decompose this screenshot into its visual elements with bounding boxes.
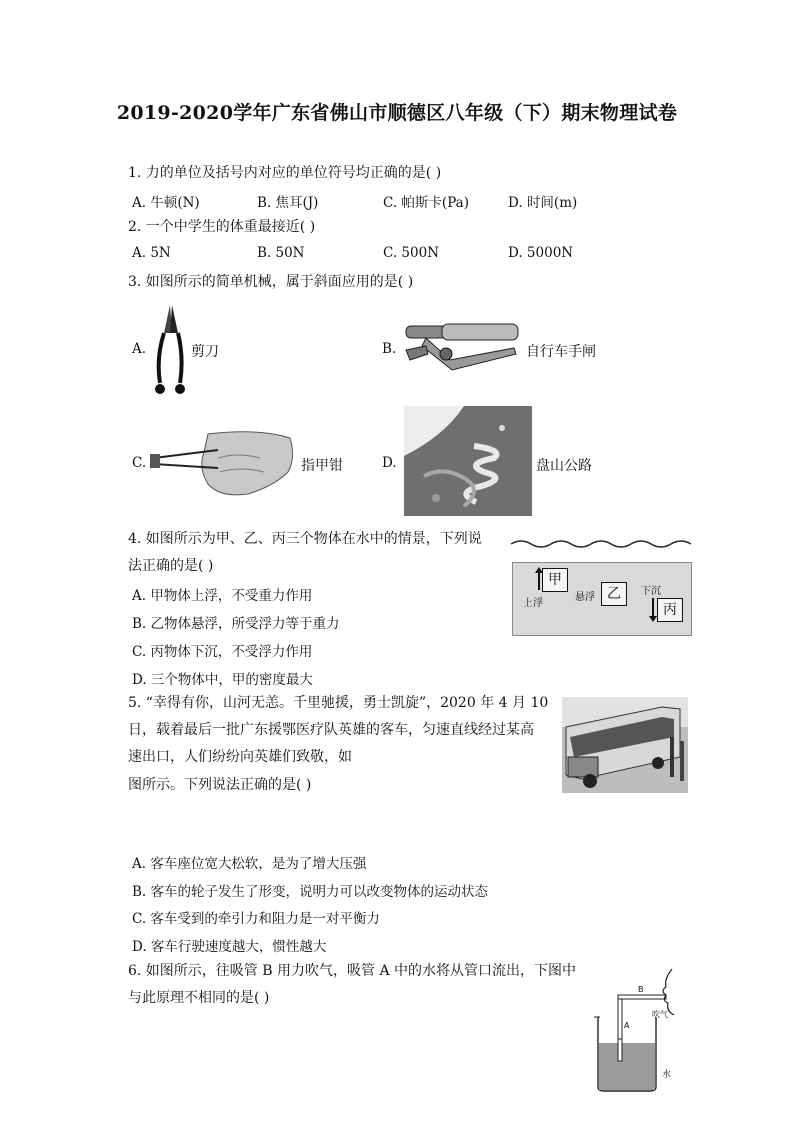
question-3-option-b[interactable]: B. [382,341,397,357]
question-2-stem: 2. 一个中学生的体重最接近( ) [128,219,316,235]
question-4-option-c[interactable]: C. 丙物体下沉，不受浮力作用 [132,644,313,660]
label-b: B [638,985,644,994]
mountain-road-image [404,406,532,516]
question-5-option-a[interactable]: A. 客车座位宽大松软，是为了增大压强 [132,856,367,872]
question-3-option-d-caption: 盘山公路 [536,458,592,474]
question-5-option-b[interactable]: B. 客车的轮子发生了形变，说明力可以改变物体的运动状态 [132,884,489,900]
question-3-option-b-caption: 自行车手闸 [526,344,596,360]
question-3-option-a[interactable]: A. [132,341,147,357]
question-1-option-d[interactable]: D. 时间(m) [508,195,578,211]
question-4-stem-line-2: 法正确的是( ) [128,558,214,574]
scissors-image [150,303,192,398]
question-3-option-c-caption: 指甲钳 [301,458,343,474]
straw-beaker-drawing [580,965,690,1095]
question-4-stem-line-1: 4. 如图所示为甲、乙、丙三个物体在水中的情景，下列说 [128,531,482,547]
question-1-option-b[interactable]: B. 焦耳(J) [257,195,319,211]
question-5-stem-line-1: 5. “幸得有你，山河无恙。千里驰援，勇士凯旋”，2020 年 4 月 10 [128,695,549,711]
box-jia: 甲 [542,568,568,592]
label-up: 上浮 [523,598,543,609]
box-bing: 丙 [657,598,683,622]
arrow-up-icon [538,572,540,590]
question-1-option-a[interactable]: A. 牛顿(N) [132,195,200,211]
question-5-stem-line-4: 图所示。下列说法正确的是( ) [128,777,312,793]
label-float: 悬浮 [575,592,595,603]
question-4-option-d[interactable]: D. 三个物体中，甲的密度最大 [132,672,313,688]
question-2-option-d[interactable]: D. 5000N [508,245,574,261]
nail-clipper-image [148,428,298,500]
question-6-stem-line-1: 6. 如图所示，往吸管 B 用力吹气，吸管 A 中的水将从管口流出，下图中 [128,963,577,979]
question-5-stem-line-2: 日，载着最后一批广东援鄂医疗队英雄的客车，匀速直线经过某高 [128,722,534,738]
water-surface-wave [511,532,691,554]
buoyancy-figure [511,532,691,636]
question-2-option-b[interactable]: B. 50N [257,245,305,261]
label-a: A [624,1021,630,1030]
arrow-down-icon [652,598,654,616]
question-3-option-d[interactable]: D. [382,455,397,471]
bike-brake-image [402,320,522,378]
question-2-option-c[interactable]: C. 500N [383,245,440,261]
label-down: 下沉 [641,586,661,597]
question-6-stem-line-2: 与此原理不相同的是( ) [128,990,270,1006]
question-3-option-c[interactable]: C. [132,455,147,471]
question-2-option-a[interactable]: A. 5N [132,245,171,261]
question-1-option-c[interactable]: C. 帕斯卡(Pa) [383,195,469,211]
question-1-stem: 1. 力的单位及括号内对应的单位符号均正确的是( ) [128,165,442,181]
question-3-option-a-caption: 剪刀 [191,344,219,360]
bus-photo [562,697,688,793]
question-3-stem: 3. 如图所示的简单机械，属于斜面应用的是( ) [128,274,414,290]
label-blow: 吹气 [652,1010,668,1019]
page-title: 2019-2020学年广东省佛山市顺德区八年级（下）期末物理试卷 [116,102,678,124]
straw-beaker-figure [580,965,690,1095]
label-water: 水 [662,1070,672,1080]
question-4-option-a[interactable]: A. 甲物体上浮，不受重力作用 [132,588,313,604]
question-5-option-c[interactable]: C. 客车受到的牵引力和阻力是一对平衡力 [132,911,380,927]
question-5-stem-line-3: 速出口，人们纷纷向英雄们致敬，如 [128,749,352,765]
question-4-option-b[interactable]: B. 乙物体悬浮，所受浮力等于重力 [132,616,340,632]
question-5-option-d[interactable]: D. 客车行驶速度越大，惯性越大 [132,939,327,955]
box-yi: 乙 [601,582,627,606]
